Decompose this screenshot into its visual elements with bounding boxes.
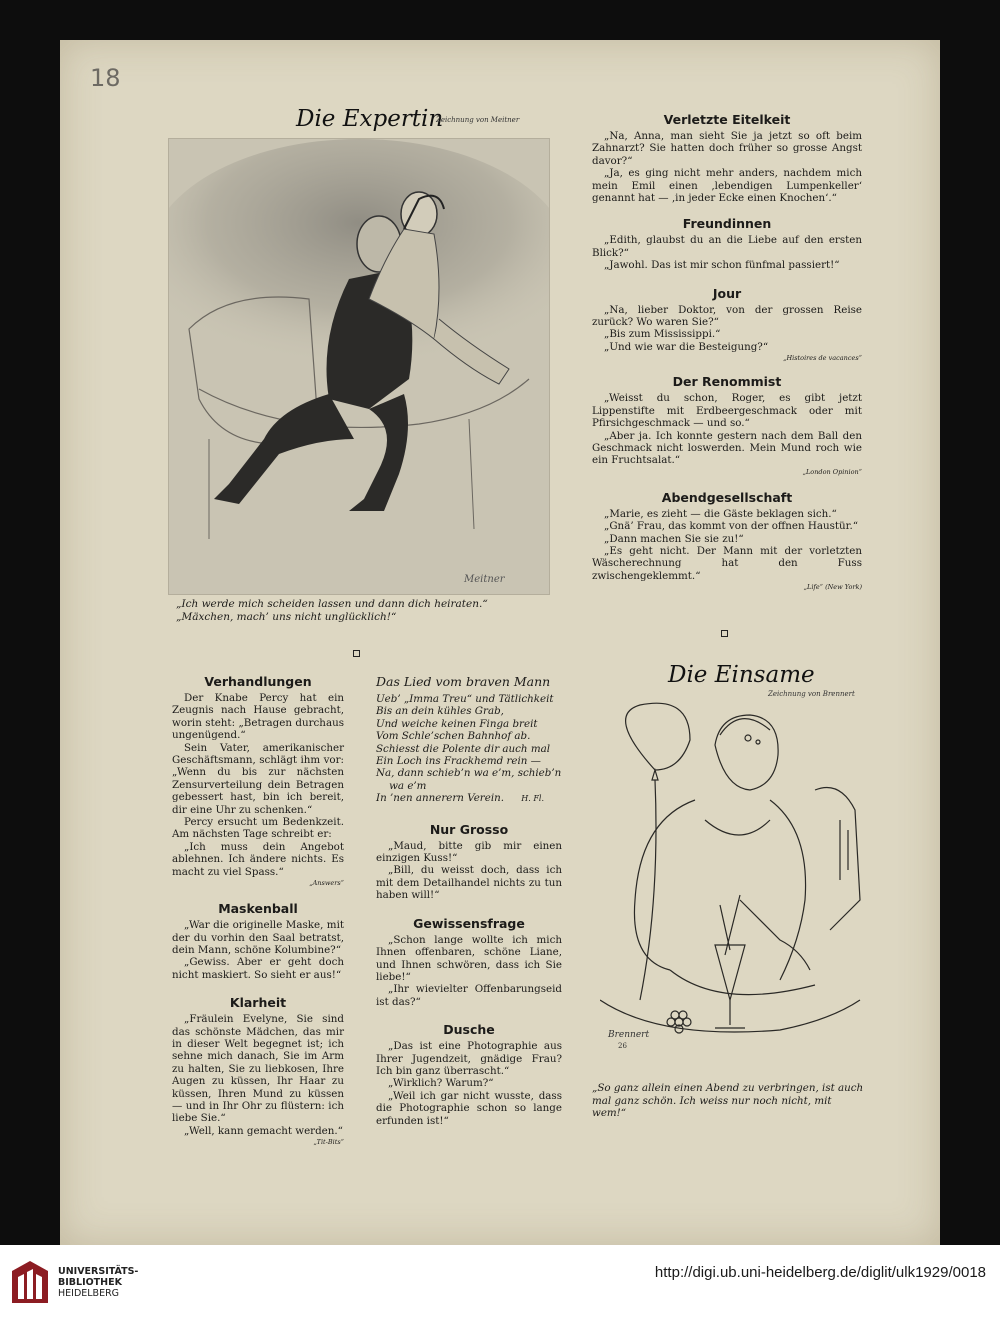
section-der-renommist (592, 374, 862, 475)
top-illustration-signature: Meitner (464, 574, 505, 585)
paragraph: „Fräulein Evelyne, Sie sind das schönste Mädchen, das mir in dieser Welt begegnet ist; ich sehne mich danach, Sie im Arm zu halten, Sie zu liebkosen, Ihre Augen zu küssen, Ihr Haar zu küssen, Ihren Mund zu küssen — und in Ihr Ohr zu flüstern: ich liebe Sie.“ (172, 1013, 344, 1125)
right-column (592, 112, 862, 591)
caption-line-2: „Mäxchen, mach’ uns nicht unglücklich!“ (176, 610, 397, 623)
paragraph: „Und wie war die Besteigung?“ (604, 340, 769, 353)
section-title: Verhandlungen (204, 674, 312, 689)
bottom-illustration-title: Die Einsame (668, 662, 815, 688)
permalink-url[interactable]: http://digi.ub.uni-heidelberg.de/diglit/ulk1929/0018 (654, 1264, 986, 1281)
separator-square (353, 650, 360, 657)
illustration-couple-sketch (168, 138, 550, 595)
paragraph: „Aber ja. Ich konnte gestern nach dem Ball den Geschmack nicht loswerden. Mein Mund roch wie ein Fruchtsalat.“ (592, 429, 862, 467)
middle-column (376, 674, 562, 1127)
paragraph: „Bis zum Mississippi.“ (604, 328, 721, 341)
paragraph: „Wirklich? Warum?“ (388, 1077, 494, 1090)
section-title: Maskenball (218, 901, 298, 917)
poem-line (376, 792, 562, 805)
caption-line-1: „Ich werde mich scheiden lassen und dann dich heiraten.“ (176, 598, 488, 610)
section-title: Abendgesellschaft (661, 489, 793, 505)
paragraph: „Gewiss. Aber er geht doch nicht maskiert. So sieht er aus!“ (172, 956, 344, 981)
paragraph: „Ja, es ging nicht mehr anders, nachdem mich mein Emil einen ‚lebendigen Lumpenkeller‘ genannt hat — ‚in jeder Ecke einen Knochen‘.“ (592, 167, 862, 205)
section-title: Jour (712, 285, 742, 301)
bottom-illustration-credit: Zeichnung von Brennert (768, 690, 855, 698)
section-maskenball (172, 901, 344, 981)
source-attribution: „Tit-Bits“ (313, 1138, 344, 1147)
poem-das-lied-vom-braven-mann (376, 674, 562, 806)
poem-line: Vom Schle’schen Bahnhof ab. (376, 730, 531, 743)
bottom-illustration-caption: „So ganz allein einen Abend zu verbringen, ist auch mal ganz schön. Ich weiss nur noch nicht, mit wem!“ (592, 1082, 864, 1119)
library-logo-icon (10, 1259, 50, 1305)
section-title: Gewissensfrage (413, 915, 525, 931)
source-attribution: „Life“ (New York) (803, 583, 862, 592)
paragraph: „Edith, glaubst du an die Liebe auf den ersten Blick?“ (592, 234, 862, 259)
section-dusche (376, 1022, 562, 1127)
poem-line: Bis an dein kühles Grab, (376, 705, 504, 718)
paragraph: Percy ersucht um Bedenkzeit. Am nächsten Tage schreibt er: (172, 816, 344, 841)
paragraph: „War die originelle Maske, mit der du vorhin den Saal betratst, dein Mann, schöne Kolumbine?“ (172, 919, 344, 956)
paragraph: „Weisst du schon, Roger, es gibt jetzt Lippenstifte mit Erdbeergeschmack oder mit Pfirsichgeschmack — und so.“ (592, 392, 862, 430)
source-attribution: „London Opinion“ (802, 467, 862, 476)
poem-author: H. Fl. (521, 794, 545, 804)
section-freundinnen (592, 216, 862, 271)
section-jour (592, 286, 862, 363)
poem-line: Und weiche keinen Finga breit (376, 717, 538, 730)
bottom-illustration-signature: Brennert (608, 1030, 650, 1040)
paragraph: „Weil ich gar nicht wusste, dass die Photographie schon so lange erfunden ist!“ (376, 1089, 562, 1127)
library-name (58, 1266, 138, 1299)
library-name-line-2: BIBLIOTHEK (58, 1277, 122, 1288)
paragraph: „Gnä’ Frau, das kommt von der offnen Haustür.“ (604, 520, 859, 533)
poem-line: Schiesst die Polente dir auch mal (376, 742, 551, 755)
library-name-line-3: HEIDELBERG (58, 1288, 120, 1299)
left-column (172, 674, 344, 1146)
section-title: Klarheit (229, 995, 287, 1011)
library-name-line-1: UNIVERSITÄTS- (58, 1266, 139, 1277)
paragraph: „Es geht nicht. Der Mann mit der vorletzten Wäscherechnung hat den Fuss zwischengeklemmt.“ (592, 544, 862, 582)
paragraph: „Na, Anna, man sieht Sie ja jetzt so oft beim Zahnarzt? Sie hatten doch früher so grosse Angst davor?“ (592, 130, 862, 167)
paragraph: „Well, kann gemacht werden.“ (184, 1124, 343, 1137)
top-illustration-credit: Zeichnung von Meitner (436, 116, 520, 124)
handwritten-page-number: 18 (90, 64, 121, 92)
paragraph: Sein Vater, amerikanischer Geschäftsmann, schlägt ihm vor: „Wenn du bis zur nächsten Zensurverteilung dein Betragen gebessert hast, bin ich bereit, dir eine Uhr zu schenken.“ (172, 741, 344, 816)
illustration-lonely-woman-sketch (600, 700, 870, 1070)
paragraph: „Maud, bitte gib mir einen einzigen Kuss!“ (376, 839, 562, 865)
paragraph: „Jawohl. Das ist mir schon fünfmal passiert!“ (604, 259, 840, 272)
poem-line: wa e’m (376, 779, 427, 792)
separator-square (721, 630, 728, 637)
section-title: Dusche (443, 1022, 495, 1038)
paragraph: „Bill, du weisst doch, dass ich mit dem Detailhandel nichts zu tun haben will!“ (376, 864, 562, 902)
poem-line: Na, dann schieb’n wa e’m, schieb’n (376, 767, 562, 780)
poem-line: Ein Loch ins Frackhemd rein — (376, 755, 541, 768)
bottom-illustration-signature-year: 26 (618, 1042, 627, 1050)
section-gewissensfrage (376, 916, 562, 1008)
paragraph: „Marie, es zieht — die Gäste beklagen sich.“ (604, 507, 837, 520)
paragraph: „Ich muss dein Angebot ablehnen. Ich ändere nichts. Es macht zu viel Spass.“ (172, 840, 344, 878)
paragraph: „Das ist eine Photographie aus Ihrer Jugendzeit, gnädige Frau? Ich bin ganz überrascht.“ (376, 1040, 562, 1077)
paragraph: „Schon lange wollte ich mich Ihnen offenbaren, schöne Liane, und Ihnen schwören, dass ich Sie liebe!“ (376, 933, 562, 983)
library-footer (0, 1245, 1000, 1321)
section-title: Verletzte Eitelkeit (663, 112, 791, 127)
section-verletzte-eitelkeit (592, 112, 862, 204)
paragraph: „Dann machen Sie sie zu!“ (604, 532, 744, 545)
top-illustration-title: Die Expertin (296, 106, 444, 132)
paragraph: „Ihr wievielter Offenbarungseid ist das?“ (376, 983, 562, 1008)
poem-title: Das Lied vom braven Mann (376, 674, 551, 689)
poem-last-line: In ’nen annerern Verein. (376, 792, 505, 805)
paragraph: Der Knabe Percy hat ein Zeugnis nach Hause gebracht, worin steht: „Betragen durchaus ungenügend.“ (172, 692, 344, 742)
section-abendgesellschaft (592, 490, 862, 591)
poem-line: Ueb’ „Imma Treu“ und Tätlichkeit (376, 693, 554, 705)
section-verhandlungen (172, 674, 344, 887)
paragraph: „Na, lieber Doktor, von der grossen Reise zurück? Wo waren Sie?“ (592, 303, 862, 329)
section-nur-grosso (376, 822, 562, 902)
section-title: Freundinnen (682, 216, 772, 232)
top-illustration-caption (176, 598, 556, 623)
section-klarheit (172, 995, 344, 1146)
source-attribution: „Histoires de vacances“ (783, 354, 862, 363)
source-attribution: „Answers“ (309, 879, 344, 888)
section-title: Der Renommist (672, 374, 782, 390)
section-title: Nur Grosso (429, 821, 509, 837)
